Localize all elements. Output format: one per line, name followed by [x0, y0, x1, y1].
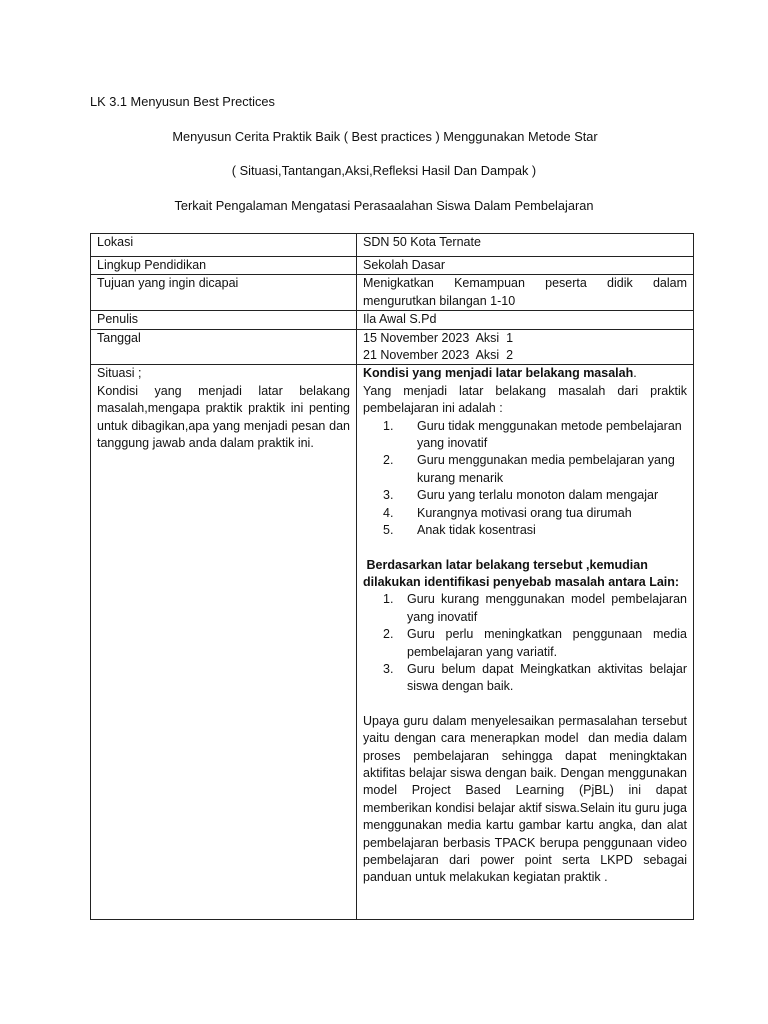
row-tanggal	[91, 329, 694, 365]
situasi-title: Situasi ;	[97, 366, 142, 381]
list-text: Kurangnya motivasi orang tua dirumah	[417, 505, 632, 520]
star-subheading: ( Situasi,Tantangan,Aksi,Refleksi Hasil Dan Dampak )	[231, 163, 537, 178]
causes-list	[363, 418, 687, 540]
list-number: 3.	[383, 661, 394, 676]
row-lingkup	[91, 257, 694, 275]
list-number: 3.	[383, 488, 394, 503]
main-heading: Menyusun Cerita Praktik Baik ( Best practices ) Menggunakan Metode Star	[172, 129, 598, 144]
kondisi-heading-period: .	[633, 366, 637, 381]
list-number: 4.	[383, 505, 394, 520]
kondisi-heading-text: Kondisi yang menjadi latar belakang masalah	[363, 366, 634, 381]
list-text: Guru menggunakan media pembelajaran yang kurang menarik	[417, 453, 675, 485]
penulis-label: Penulis	[91, 311, 357, 329]
list-item	[363, 661, 687, 696]
list-item	[363, 522, 687, 539]
row-situasi	[91, 365, 694, 920]
topic-subheading: Terkait Pengalaman Mengatasi Perasaalahan Siswa Dalam Pembelajaran	[174, 198, 594, 213]
row-lokasi	[91, 234, 694, 257]
list-text: Anak tidak kosentrasi	[417, 523, 536, 538]
list-item	[363, 505, 687, 522]
list-text: Guru yang terlalu monoton dalam mengajar	[417, 488, 659, 503]
row-penulis	[91, 311, 694, 329]
tanggal-aksi-1: 15 November 2023 Aksi 1	[363, 330, 514, 345]
situasi-content	[357, 365, 694, 920]
spacer	[363, 540, 687, 557]
list-text: Guru tidak menggunakan metode pembelajaran yang inovatif	[417, 418, 682, 451]
identifikasi-list	[363, 591, 687, 695]
tanggal-label: Tanggal	[91, 329, 357, 365]
lokasi-value: SDN 50 Kota Ternate	[357, 234, 694, 257]
best-practice-table	[90, 233, 694, 920]
list-text: Guru belum dapat Meingkatkan aktivitas belajar siswa dengan baik.	[407, 661, 687, 694]
tujuan-value-line2: mengurutkan bilangan 1-10	[363, 293, 516, 308]
lokasi-label: Lokasi	[91, 234, 357, 257]
tujuan-label: Tujuan yang ingin dicapai	[91, 275, 357, 311]
list-item	[363, 418, 687, 453]
tujuan-value	[357, 275, 694, 311]
list-item	[363, 452, 687, 487]
lingkup-value: Sekolah Dasar	[357, 257, 694, 275]
list-text: Guru perlu meningkatkan penggunaan media pembelajaran yang variatif.	[407, 627, 687, 659]
list-text: Guru kurang menggunakan model pembelajaran yang inovatif	[407, 592, 687, 624]
list-number: 1.	[383, 418, 394, 433]
spacer	[363, 696, 687, 713]
tujuan-value-line1: Menigkatkan Kemampuan peserta didik dalam	[363, 276, 687, 291]
list-item	[363, 487, 687, 504]
list-number: 1.	[383, 592, 394, 607]
list-item	[363, 626, 687, 661]
tanggal-value	[357, 329, 694, 365]
lingkup-label: Lingkup Pendidikan	[91, 257, 357, 275]
upaya-paragraph: Upaya guru dalam menyelesaikan permasalahan tersebut yaitu dengan cara menerapkan model dan media dalam proses pembelajaran sehingga dapat meningktakan aktifitas belajar siswa dengan baik. Dengan menggunakan model Project Based Learning (PjBL) ini dapat memberikan kondisi belajar aktif siswa.Selain itu guru juga menggunakan media kartu gambar kartu angka, dan alat pembelajaran berbasis TPACK berupa penggunaan video pembelajaran dari power point serta LKPD sebagai panduan untuk melakukan kegiatan praktik .	[363, 713, 691, 885]
kondisi-heading	[363, 365, 687, 382]
penulis-value: Ila Awal S.Pd	[357, 311, 694, 329]
worksheet-title: LK 3.1 Menyusun Best Prectices	[90, 94, 275, 109]
identifikasi-heading: Berdasarkan latar belakang tersebut ,kemudian dilakukan identifikasi penyebab masalah antara Lain:	[363, 557, 680, 589]
list-item	[363, 591, 687, 626]
list-number: 2.	[383, 453, 394, 468]
list-number: 2.	[383, 627, 394, 642]
tanggal-aksi-2: 21 November 2023 Aksi 2	[363, 348, 514, 363]
row-tujuan	[91, 275, 694, 311]
situasi-description: Kondisi yang menjadi latar belakang masalah,mengapa praktik praktik ini penting untuk dibagikan,apa yang menjadi pesan dan tanggung jawab anda dalam praktik ini.	[97, 383, 350, 451]
kondisi-intro: Yang menjadi latar belakang masalah dari praktik pembelajaran ini adalah :	[363, 383, 687, 416]
situasi-label	[91, 365, 357, 920]
list-number: 5.	[383, 523, 394, 538]
